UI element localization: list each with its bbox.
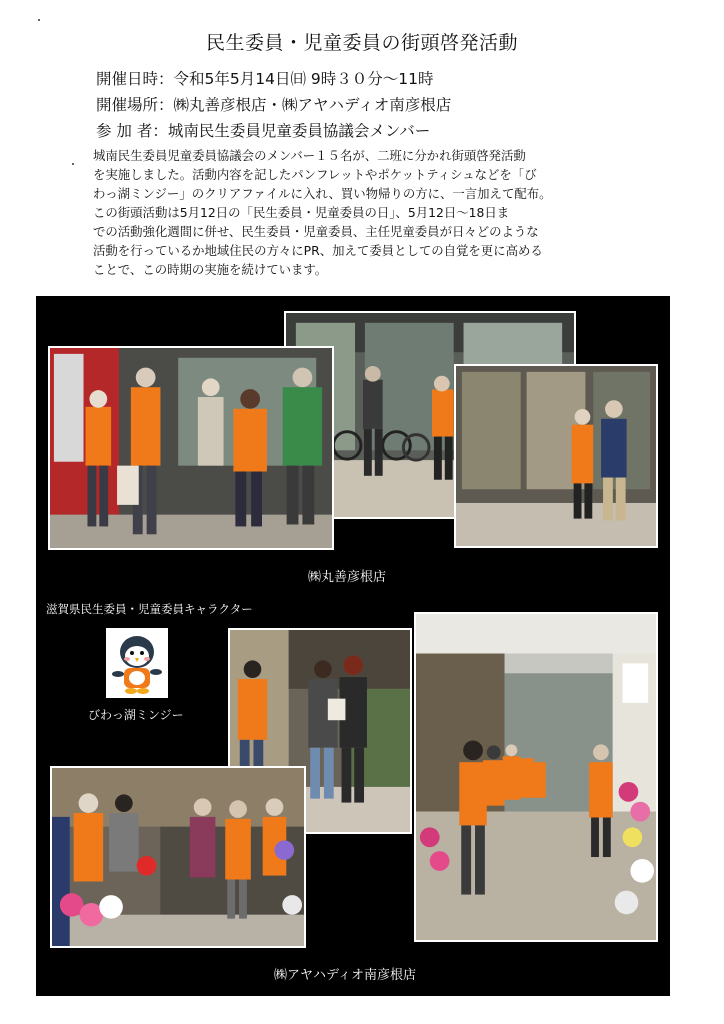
page-title: 民生委員・児童委員の街頭啓発活動 [205,32,518,54]
description-paragraph [93,146,603,279]
stray-dot [38,19,40,21]
description-line: わっ湖ミンジー」のクリアファイルに入れ、買い物帰りの方に、一言加えて配布。 [93,186,552,201]
description-line: を実施しました。活動内容を記したパンフレットやポケットティシュなどを「び [93,167,537,182]
photo-store-door-volunteers [454,364,658,548]
event-info [96,66,451,144]
character-title: 滋賀県民生委員・児童委員キャラクター [46,602,253,616]
description-line: 城南民生委員児童委員協議会のメンバー１５名が、二班に分かれ街頭啓発活動 [93,148,526,163]
event-place: 開催場所：㈱丸善彦根店・㈱アヤハディオ南彦根店 [96,96,452,114]
description-line: ことで、この時期の実施を続けています。 [93,262,328,277]
description-line: 活動を行っているか地域住民の方々にPR、加えて委員としての自覚を更に高める [93,243,543,258]
caption-maruzen-store: ㈱丸善彦根店 [308,570,387,585]
photo-vending-machine-volunteers [48,346,334,550]
event-date: 開催日時：令和5年5月14日㈰ 9時３０分～11時 [96,70,434,88]
photo-volunteers-line-entrance [414,612,658,942]
character-name: びわっ湖ミンジー [88,708,184,722]
event-participants: 参 加 者：城南民生委員児童委員協議会メンバー [96,122,431,140]
photo-volunteers-flower-display [50,766,306,948]
description-line: での活動強化週間に併せ、民生委員・児童委員、主任児童委員が日々どのような [93,224,539,239]
caption-ayahadio-store: ㈱アヤハディオ南彦根店 [274,968,416,983]
penguin-character-icon [106,628,168,698]
description-line: この街頭活動は5月12日の「民生委員・児童委員の日」、5月12日～18日ま [93,205,510,220]
character-illustration [106,628,168,698]
stray-dot [72,163,74,165]
